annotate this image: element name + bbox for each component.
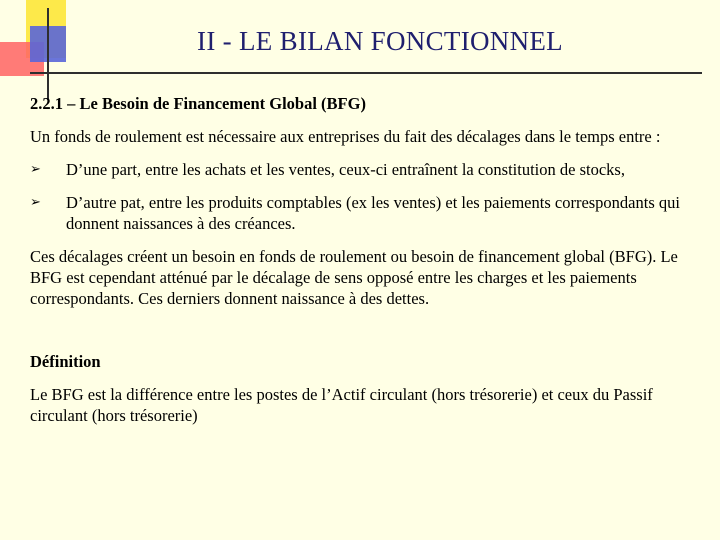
slide-title: II - LE BILAN FONCTIONNEL <box>197 26 563 56</box>
title-underline <box>30 72 702 74</box>
definition-text: Le BFG est la différence entre les postes de l’Actif circulant (hors trésorerie) et ceux du Passif circulant (hors trésorerie) <box>30 385 653 425</box>
bullet-text: D’autre pat, entre les produits comptables (ex les ventes) et les paiements correspondants qui donnent naissances à des créances. <box>66 193 680 233</box>
list-item <box>30 159 690 180</box>
definition-heading: Définition <box>30 352 101 371</box>
arrow-bullet-icon: ➢ <box>30 195 41 210</box>
bullet-text: D’une part, entre les achats et les ventes, ceux-ci entraînent la constitution de stocks, <box>66 160 625 179</box>
body-paragraph: Ces décalages créent un besoin en fonds de roulement ou besoin de financement global (BFG). Le BFG est cependant atténué par le décalage de sens opposé entre les charges et les paiements correspondants. Ces derniers donnent naissance à des dettes. <box>30 247 678 308</box>
list-item <box>30 192 690 234</box>
logo-vertical-line <box>47 8 49 100</box>
intro-paragraph: Un fonds de roulement est nécessaire aux entreprises du fait des décalages dans le temps entre : <box>30 127 661 146</box>
bullet-list <box>30 159 690 234</box>
slide-content <box>30 93 690 426</box>
arrow-bullet-icon: ➢ <box>30 162 41 177</box>
section-subtitle: 2.2.1 – Le Besoin de Financement Global (BFG) <box>30 94 366 113</box>
